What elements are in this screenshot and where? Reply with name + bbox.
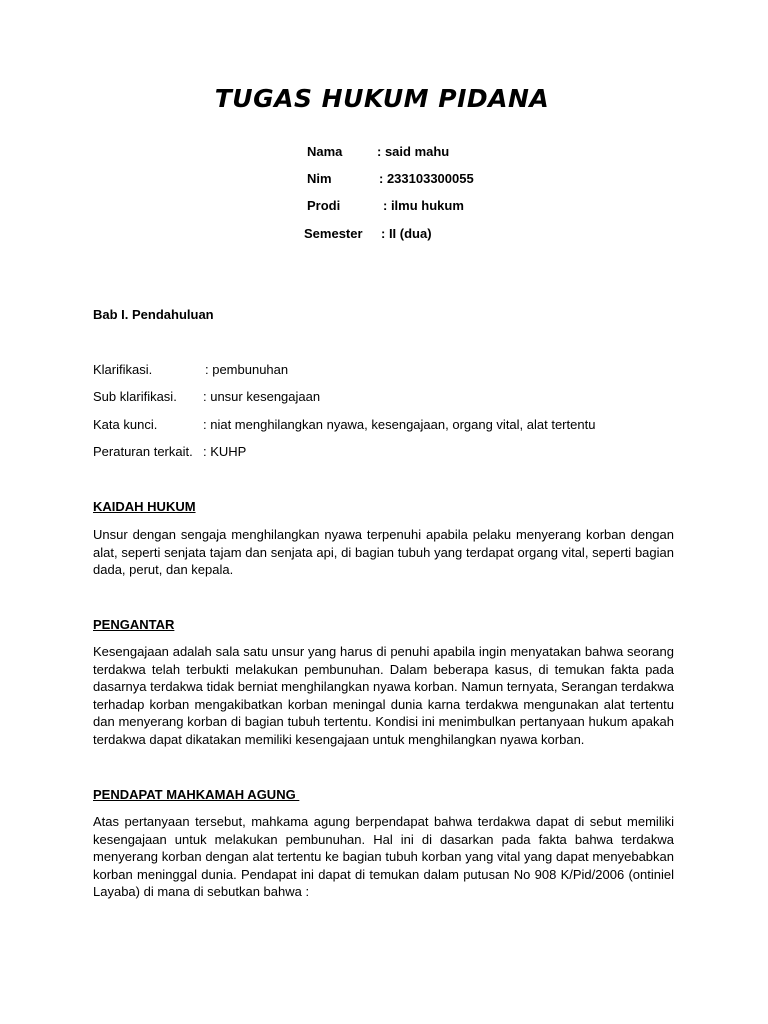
- identity-row-semester: [304, 226, 432, 286]
- identity-label: Prodi: [307, 198, 341, 213]
- classification-label: Sub klarifikasi.: [93, 389, 177, 404]
- chapter-heading: Bab I. Pendahuluan: [93, 307, 214, 322]
- classification-row: [93, 444, 693, 462]
- classification-label: Kata kunci.: [93, 417, 158, 432]
- identity-value: : ilmu hukum: [383, 198, 464, 213]
- section-body-pendapat-mahkamah-agung: Atas pertanyaan tersebut, mahkama agung berpendapat bahwa terdakwa dapat di sebut memiliki kesengajaan untuk melakukan pembunuhan. Hal ini di dasarkan pada fakta bahwa terdakwa menyerang korban dengan alat tertentu ke bagian tubuh korban yang vital yang dapat menyebabkan korban meninggal dunia. Pendapat ini dapat di temukan dalam putusan No 908 K/Pid/2006 (ontiniel Layaba) di mana di sebutkan bahwa :: [93, 814, 674, 899]
- identity-value: : 233103300055: [379, 171, 474, 186]
- classification-label: Peraturan terkait.: [93, 444, 193, 459]
- classification-row: [93, 362, 693, 380]
- classification-value: : niat menghilangkan nyawa, kesengajaan, organg vital, alat tertentu: [203, 417, 596, 432]
- section-heading-kaidah-hukum: KAIDAH HUKUM: [93, 499, 196, 514]
- classification-value: : KUHP: [203, 444, 247, 459]
- identity-label: Nama: [307, 144, 343, 159]
- identity-value: : II (dua): [381, 226, 432, 241]
- classification-label: Klarifikasi.: [93, 362, 153, 377]
- identity-value: : said mahu: [377, 144, 450, 159]
- classification-value: : unsur kesengajaan: [203, 389, 321, 404]
- section-heading-pengantar: PENGANTAR: [93, 617, 175, 632]
- classification-row: [93, 417, 693, 435]
- classification-row: [93, 389, 693, 407]
- section-heading-pendapat-mahkamah-agung: PENDAPAT MAHKAMAH AGUNG: [93, 787, 300, 802]
- section-body-kaidah-hukum: Unsur dengan sengaja menghilangkan nyawa terpenuhi apabila pelaku menyerang korban dengan alat, seperti senjata tajam dan senjata api, di bagian tubuh yang terdapat organg vital, seperti bagian dada, perut, dan kepala.: [93, 527, 674, 577]
- section-body-pengantar: Kesengajaan adalah sala satu unsur yang harus di penuhi apabila ingin menyatakan bahwa seorang terdakwa telah terbukti melakukan pembunuhan. Dalam beberapa kasus, di temukan fakta pada dasarnya terdakwa tidak berniat menghilangkan nyawa korban. Namun ternyata, Serangan terdakwa terhadap korban mengakibatkan korban meningal dunia karna terdakwa mengunakan alat tertentu dan menyerang korban di bagian tubuh tertentu. Kondisi ini menimbulkan pertanyaan hukum apakah terdakwa dapat dikatakan memiliki kesengajaan untuk menghilangkan nyawa korban.: [93, 644, 674, 747]
- identity-label: Semester: [304, 226, 363, 241]
- document-title: TUGAS HUKUM PIDANA: [214, 84, 550, 113]
- identity-label: Nim: [307, 171, 332, 186]
- classification-value: : pembunuhan: [205, 362, 289, 377]
